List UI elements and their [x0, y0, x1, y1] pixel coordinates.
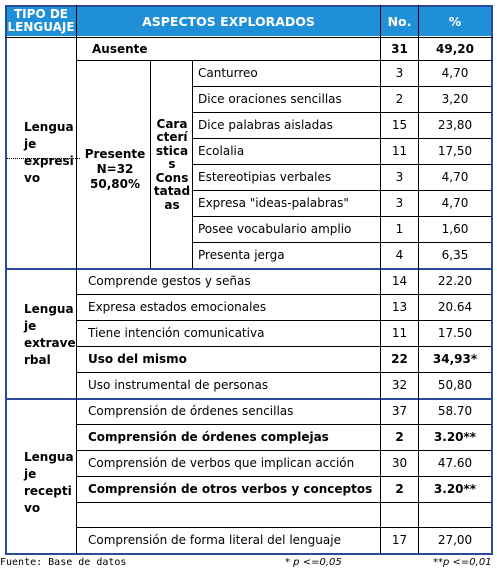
row-percent: 4,70 — [441, 66, 469, 80]
group-label-line: expresi — [24, 154, 74, 168]
row-percent: 3,20 — [441, 92, 469, 106]
row-count: 4 — [395, 248, 404, 262]
row-label: Dice oraciones sencillas — [198, 92, 342, 106]
group-label-line: extrave — [24, 336, 76, 350]
header-tipo: TIPO DE LENGUAJE — [7, 7, 75, 34]
row-label: Comprensión de verbos que implican acción — [88, 456, 355, 470]
row-count: 11 — [391, 326, 408, 340]
row-percent: 6,35 — [441, 248, 469, 262]
row-label — [82, 501, 380, 527]
row-percent: 17.50 — [437, 326, 473, 340]
caracteristicas-line: cterí — [156, 130, 188, 145]
row-percent: 34,93* — [432, 352, 478, 366]
presente-line: Presente — [84, 146, 146, 161]
row-percent: 22.20 — [437, 274, 473, 288]
row-count: 13 — [391, 300, 408, 314]
row-count: 32 — [391, 378, 408, 392]
group-label-line: je — [24, 137, 37, 151]
row-count: 14 — [391, 274, 408, 288]
presente-label — [80, 146, 150, 192]
row-count: 15 — [391, 118, 408, 132]
footer-source: Fuente: Base de datos — [0, 557, 127, 568]
row-percent: 3.20** — [433, 430, 477, 444]
row-count: 37 — [391, 404, 408, 418]
row-percent: 1,60 — [441, 222, 469, 236]
row-label: Ecolalia — [198, 144, 245, 158]
row-count: 2 — [395, 430, 404, 444]
row-label: Comprende gestos y señas — [88, 274, 251, 288]
row-count: 11 — [391, 144, 408, 158]
caracteristicas-line: Cara — [156, 116, 188, 131]
row-label: Expresa estados emocionales — [88, 300, 267, 314]
row-count: 2 — [395, 92, 404, 106]
row-percent: 4,70 — [441, 170, 469, 184]
row-count — [381, 501, 418, 527]
group-label-line: Lengua — [24, 302, 74, 316]
header-no: No. — [381, 6, 418, 36]
ausente-pct: 49,20 — [436, 42, 474, 56]
caracteristicas-line: stica — [155, 143, 189, 158]
row-percent: 58.70 — [437, 404, 473, 418]
ausente-no: 31 — [391, 42, 408, 56]
row-label: Uso del mismo — [88, 352, 187, 366]
ausente-label: Ausente — [92, 42, 148, 56]
group-label-line: vo — [24, 501, 41, 515]
row-count: 3 — [395, 170, 404, 184]
presente-line: N=32 — [96, 161, 134, 176]
row-count: 2 — [395, 482, 404, 496]
row-count: 17 — [391, 533, 408, 547]
row-percent: 17,50 — [437, 144, 473, 158]
row-label: Estereotipias verbales — [198, 170, 332, 184]
row-label: Comprensión de otros verbos y conceptos — [88, 482, 373, 496]
presente-line: 50,80% — [90, 176, 140, 191]
group-label-line: recepti — [24, 484, 72, 498]
header-pct: % — [419, 6, 491, 36]
row-label: Dice palabras aisladas — [198, 118, 333, 132]
group-label-expresivo — [24, 118, 80, 188]
row-count: 3 — [395, 196, 404, 210]
row-label: Expresa "ideas-palabras" — [198, 196, 349, 210]
row-percent — [419, 501, 491, 527]
row-percent: 3.20** — [433, 482, 477, 496]
row-label: Presenta jerga — [198, 248, 285, 262]
row-percent: 47.60 — [437, 456, 473, 470]
row-count: 3 — [395, 66, 404, 80]
row-count: 1 — [395, 222, 404, 236]
row-label: Uso instrumental de personas — [88, 378, 269, 392]
row-label: Posee vocabulario amplio — [198, 222, 352, 236]
row-count: 30 — [391, 456, 408, 470]
group-label-line: je — [24, 467, 37, 481]
row-percent: 23,80 — [437, 118, 473, 132]
group-label-receptivo — [24, 448, 80, 518]
row-percent: 4,70 — [441, 196, 469, 210]
caracteristicas-line: s — [168, 157, 176, 172]
row-label: Comprensión de órdenes complejas — [88, 430, 329, 444]
row-label: Canturreo — [198, 66, 258, 80]
group-label-line: Lengua — [24, 450, 74, 464]
footer-note-p05: * p <=0,05 — [285, 557, 342, 568]
group-label-line: vo — [24, 171, 41, 185]
group-label-line: Lengua — [24, 120, 74, 134]
header-aspectos: ASPECTOS EXPLORADOS — [77, 6, 380, 36]
caracteristicas-line: Cons — [155, 170, 189, 185]
row-percent: 50,80 — [437, 378, 473, 392]
group-label-line: rbal — [24, 353, 51, 367]
caracteristicas-line: tatad — [153, 184, 191, 199]
row-percent: 27,00 — [437, 533, 473, 547]
group-label-extraverbal — [24, 300, 80, 370]
row-label: Tiene intención comunicativa — [88, 326, 265, 340]
row-percent: 20.64 — [437, 300, 473, 314]
row-label: Comprensión de órdenes sencillas — [88, 404, 294, 418]
caracteristicas-line: as — [164, 197, 180, 212]
footer-note-p01: **p <=0,01 — [433, 557, 492, 568]
caracteristicas-label — [152, 80, 192, 250]
group-label-line: je — [24, 319, 37, 333]
row-count: 22 — [391, 352, 408, 366]
row-label: Comprensión de forma literal del lenguaje — [88, 533, 341, 547]
